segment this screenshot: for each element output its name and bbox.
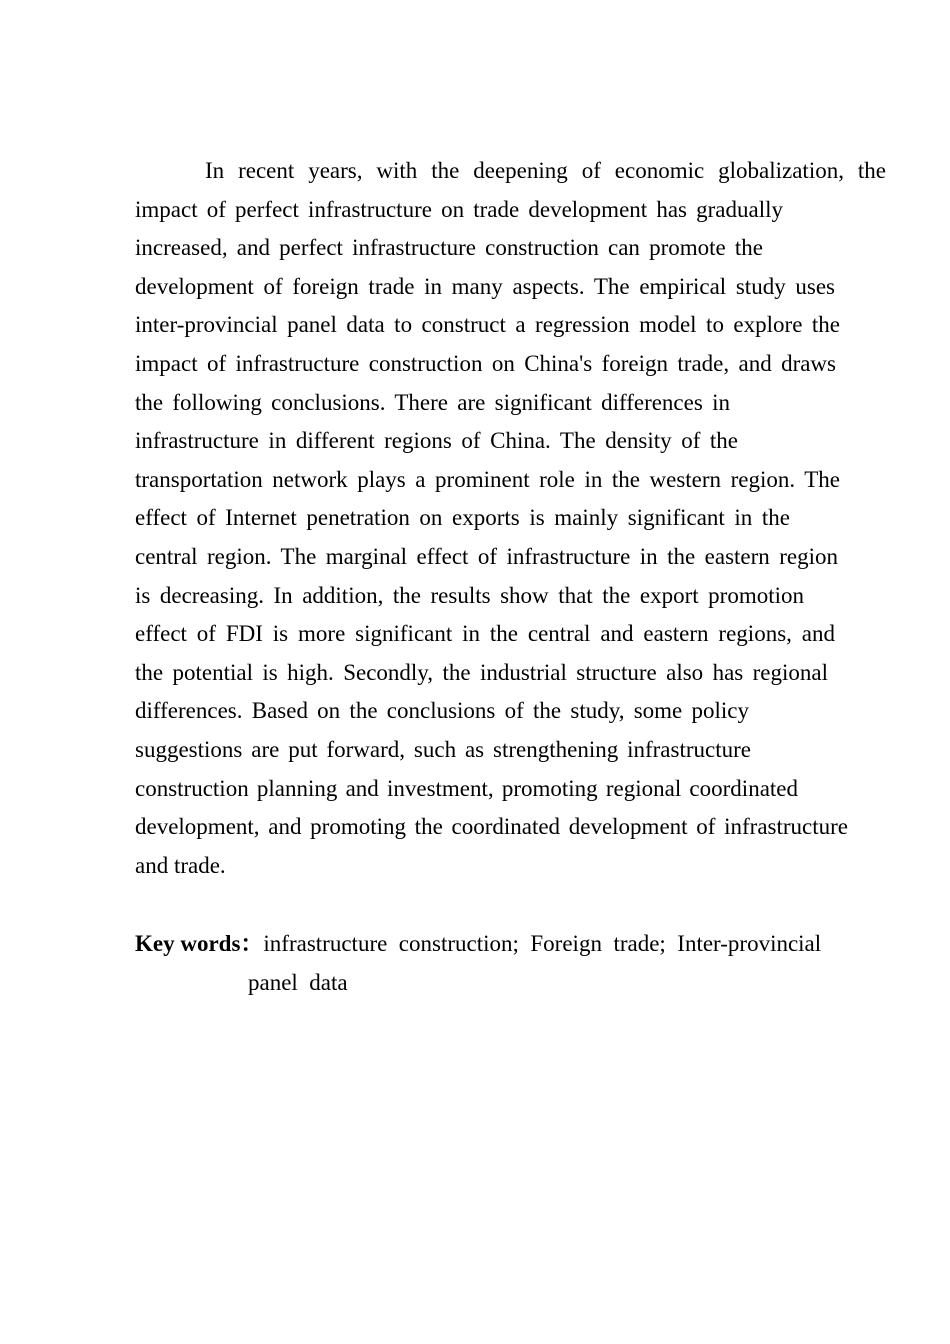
keywords-values-line-1: infrastructure construction; Foreign trade; Inter-provincial (263, 931, 822, 956)
abstract-line: the following conclusions. There are significant differences in (135, 389, 730, 415)
abstract-line: impact of infrastructure construction on China's foreign trade, and draws (135, 350, 836, 376)
abstract-line: differences. Based on the conclusions of the study, some policy (135, 698, 749, 724)
keywords-colon: ： (240, 931, 264, 956)
abstract-line: effect of FDI is more significant in the central and eastern regions, and (135, 621, 835, 647)
abstract-line: development, and promoting the coordinated development of infrastructure (135, 814, 848, 840)
keywords-line-continuation (135, 964, 855, 1003)
keywords-label: Key words (135, 931, 241, 956)
abstract-line: inter-provincial panel data to construct a regression model to explore the (135, 312, 840, 338)
abstract-line: increased, and perfect infrastructure construction can promote the (135, 235, 763, 261)
abstract-line: central region. The marginal effect of infrastructure in the eastern region (135, 543, 838, 569)
abstract-line: In recent years, with the deepening of economic globalization, the (205, 158, 886, 183)
abstract-line: transportation network plays a prominent role in the western region. The (135, 466, 840, 492)
abstract-line: suggestions are put forward, such as strengthening infrastructure (135, 736, 751, 762)
keywords-line-primary (135, 925, 855, 964)
abstract-line: impact of perfect infrastructure on trade development has gradually (135, 196, 783, 222)
keywords-section (135, 925, 855, 1002)
abstract-line: development of foreign trade in many aspects. The empirical study uses (135, 273, 835, 299)
abstract-line: construction planning and investment, promoting regional coordinated (135, 775, 798, 801)
abstract-line: infrastructure in different regions of China. The density of the (135, 428, 738, 454)
abstract-line: is decreasing. In addition, the results show that the export promotion (135, 582, 804, 608)
keywords-values-line-2: panel data (248, 969, 348, 995)
abstract-line: and trade. (135, 852, 226, 878)
abstract-line: effect of Internet penetration on exports is mainly significant in the (135, 505, 790, 531)
abstract-paragraph (135, 152, 886, 885)
abstract-line: the potential is high. Secondly, the industrial structure also has regional (135, 659, 828, 685)
